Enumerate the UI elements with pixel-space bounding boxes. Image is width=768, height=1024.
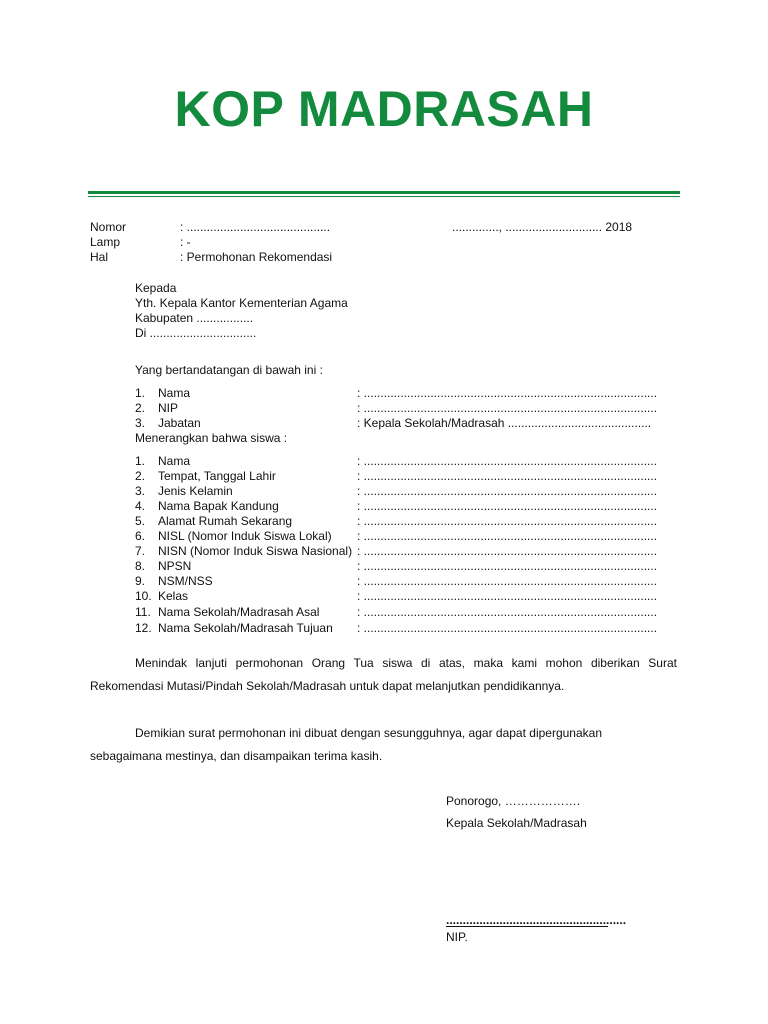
student-num: 12. bbox=[135, 621, 152, 635]
student-label: NSM/NSS bbox=[158, 574, 213, 588]
recipient-line-1: Kepada bbox=[135, 281, 177, 295]
nomor-value: : ........................................... bbox=[180, 220, 331, 234]
student-num: 3. bbox=[135, 484, 146, 498]
hal-value: : Permohonan Rekomendasi bbox=[180, 250, 333, 264]
lamp-label: Lamp bbox=[90, 235, 121, 249]
student-intro: Menerangkan bahwa siswa : bbox=[135, 431, 288, 445]
student-label: Nama Sekolah/Madrasah Tujuan bbox=[158, 621, 333, 635]
student-value: : ........................................................................................ bbox=[357, 589, 658, 603]
signer-label: Nama bbox=[158, 386, 191, 400]
nomor-label: Nomor bbox=[90, 220, 127, 234]
student-value: : ........................................................................................ bbox=[357, 484, 658, 498]
signer-value: : ........................................................................................ bbox=[357, 386, 658, 400]
student-label: Alamat Rumah Sekarang bbox=[158, 514, 293, 528]
student-label: Nama Sekolah/Madrasah Asal bbox=[158, 605, 320, 619]
signature-place-date: Ponorogo, ………………. bbox=[446, 794, 581, 808]
student-label: NISN (Nomor Induk Siswa Nasional) bbox=[158, 544, 353, 558]
student-num: 11. bbox=[135, 605, 151, 619]
student-num: 2. bbox=[135, 469, 146, 483]
body-paragraph-2-line-1: Demikian surat permohonan ini dibuat dengan sesungguhnya, agar dapat dipergunakan bbox=[135, 726, 602, 740]
signer-label: NIP bbox=[158, 401, 179, 415]
recipient-line-4: Di ................................ bbox=[135, 326, 257, 340]
recipient-line-2: Yth. Kepala Kantor Kementerian Agama bbox=[135, 296, 348, 310]
student-num: 10. bbox=[135, 589, 152, 603]
student-label: Jenis Kelamin bbox=[158, 484, 233, 498]
student-num: 7. bbox=[135, 544, 146, 558]
student-num: 6. bbox=[135, 529, 146, 543]
signer-intro: Yang bertandatangan di bawah ini : bbox=[135, 363, 323, 377]
student-num: 5. bbox=[135, 514, 146, 528]
signer-label: Jabatan bbox=[158, 416, 201, 430]
student-value: : ........................................................................................ bbox=[357, 621, 658, 635]
student-label: Nama Bapak Kandung bbox=[158, 499, 279, 513]
student-num: 9. bbox=[135, 574, 146, 588]
student-label: Nama bbox=[158, 454, 191, 468]
student-num: 1. bbox=[135, 454, 146, 468]
student-label: Tempat, Tanggal Lahir bbox=[158, 469, 276, 483]
student-label: NISL (Nomor Induk Siswa Lokal) bbox=[158, 529, 332, 543]
student-value: : ........................................................................................ bbox=[357, 529, 658, 543]
student-value: : ........................................................................................ bbox=[357, 544, 658, 558]
student-value: : ........................................................................................ bbox=[357, 469, 658, 483]
lamp-value: : - bbox=[180, 235, 191, 249]
signature-position: Kepala Sekolah/Madrasah bbox=[446, 816, 587, 830]
letterhead-title: KOP MADRASAH bbox=[174, 81, 594, 137]
signature-nip: NIP. bbox=[446, 930, 468, 944]
student-value: : ........................................................................................ bbox=[357, 454, 658, 468]
letterhead-rule-thick bbox=[88, 191, 680, 194]
letter-date: .............., ............................. 2018 bbox=[452, 220, 633, 234]
signer-num: 3. bbox=[135, 416, 146, 430]
signer-num: 2. bbox=[135, 401, 146, 415]
letterhead-rule-thin bbox=[88, 196, 680, 197]
student-value: : ........................................................................................ bbox=[357, 605, 658, 619]
hal-label: Hal bbox=[90, 250, 109, 264]
signer-value: : ........................................................................................ bbox=[357, 401, 658, 415]
signer-num: 1. bbox=[135, 386, 146, 400]
student-value: : ........................................................................................ bbox=[357, 514, 658, 528]
student-value: : ........................................................................................ bbox=[357, 559, 658, 573]
student-value: : ........................................................................................ bbox=[357, 499, 658, 513]
student-num: 4. bbox=[135, 499, 146, 513]
student-value: : ........................................................................................ bbox=[357, 574, 658, 588]
signer-value: : Kepala Sekolah/Madrasah ........................................... bbox=[357, 416, 652, 430]
body-paragraph-1: Menindak lanjuti permohonan Orang Tua siswa di atas, maka kami mohon diberikan Surat Rekomendasi Mutasi/Pindah Sekolah/Madrasah untuk dapat melanjutkan pendidikannya. bbox=[90, 656, 677, 693]
student-label: NPSN bbox=[158, 559, 192, 573]
student-num: 8. bbox=[135, 559, 146, 573]
signature-name-line: ...................................................... bbox=[446, 913, 627, 927]
body-paragraph-2-line-2: sebagaimana mestinya, dan disampaikan terima kasih. bbox=[90, 749, 383, 763]
student-label: Kelas bbox=[158, 589, 189, 603]
recipient-line-3: Kabupaten ................. bbox=[135, 311, 254, 325]
